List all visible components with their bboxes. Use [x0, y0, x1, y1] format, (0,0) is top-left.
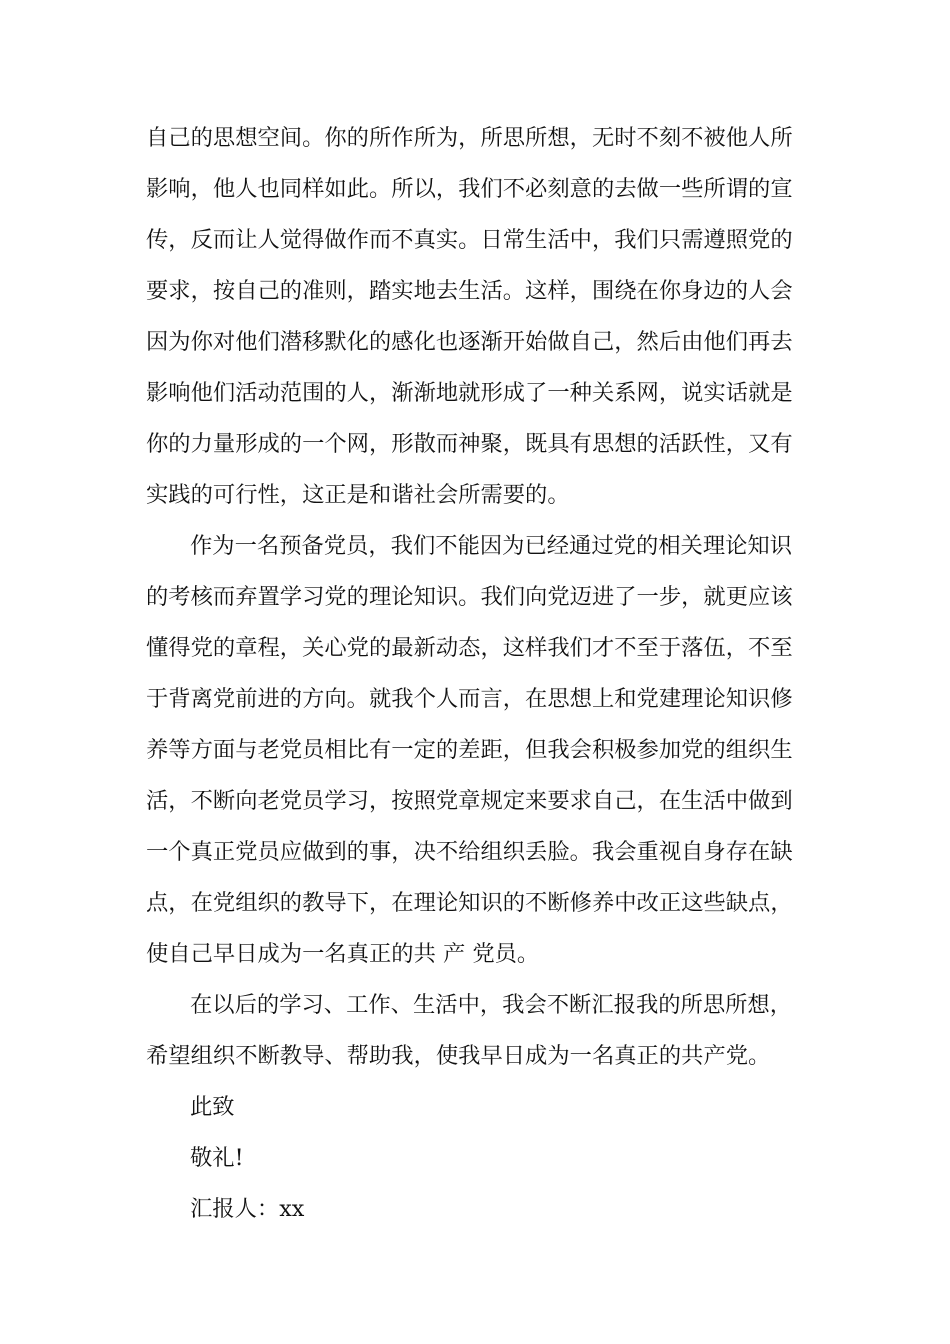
text-line: 点，在党组织的教导下，在理论知识的不断修养中改正这些缺点， [146, 890, 793, 916]
text-line: 活，不断向老党员学习，按照党章规定来要求自己，在生活中做到 [146, 788, 793, 814]
text-line: 要求，按自己的准则，踏实地去生活。这样，围绕在你身边的人会 [146, 278, 793, 304]
text-line: 于背离党前进的方向。就我个人而言，在思想上和党建理论知识修 [146, 686, 793, 712]
text-line: 懂得党的章程，关心党的最新动态，这样我们才不至于落伍，不至 [146, 635, 793, 661]
salutation-line: 此致 [190, 1094, 235, 1120]
text-line: 使自己早日成为一名真正的共 产 党员。 [146, 941, 540, 967]
text-line: 实践的可行性，这正是和谐社会所需要的。 [146, 482, 570, 508]
text-line: 作为一名预备党员，我们不能因为已经通过党的相关理论知识 [190, 533, 793, 559]
text-line: 的考核而弃置学习党的理论知识。我们向党迈进了一步，就更应该 [146, 584, 793, 610]
text-line: 养等方面与老党员相比有一定的差距，但我会积极参加党的组织生 [146, 737, 793, 763]
reporter-signature: 汇报人：xx [190, 1196, 305, 1222]
text-line: 在以后的学习、工作、生活中，我会不断汇报我的所思所想， [190, 992, 793, 1018]
text-line: 你的力量形成的一个网，形散而神聚，既具有思想的活跃性，又有 [146, 431, 793, 457]
text-line: 影响，他人也同样如此。所以，我们不必刻意的去做一些所谓的宣 [146, 176, 793, 202]
text-line: 自己的思想空间。你的所作所为，所思所想，无时不刻不被他人所 [146, 125, 793, 151]
text-line: 传，反而让人觉得做作而不真实。日常生活中，我们只需遵照党的 [146, 227, 793, 253]
salutation-line: 敬礼! [190, 1145, 244, 1171]
text-line: 希望组织不断教导、帮助我，使我早日成为一名真正的共产党。 [146, 1043, 771, 1069]
text-line: 因为你对他们潜移默化的感化也逐渐开始做自己，然后由他们再去 [146, 329, 793, 355]
text-line: 一个真正党员应做到的事，决不给组织丢脸。我会重视自身存在缺 [146, 839, 793, 865]
text-line: 影响他们活动范围的人，渐渐地就形成了一种关系网，说实话就是 [146, 380, 793, 406]
